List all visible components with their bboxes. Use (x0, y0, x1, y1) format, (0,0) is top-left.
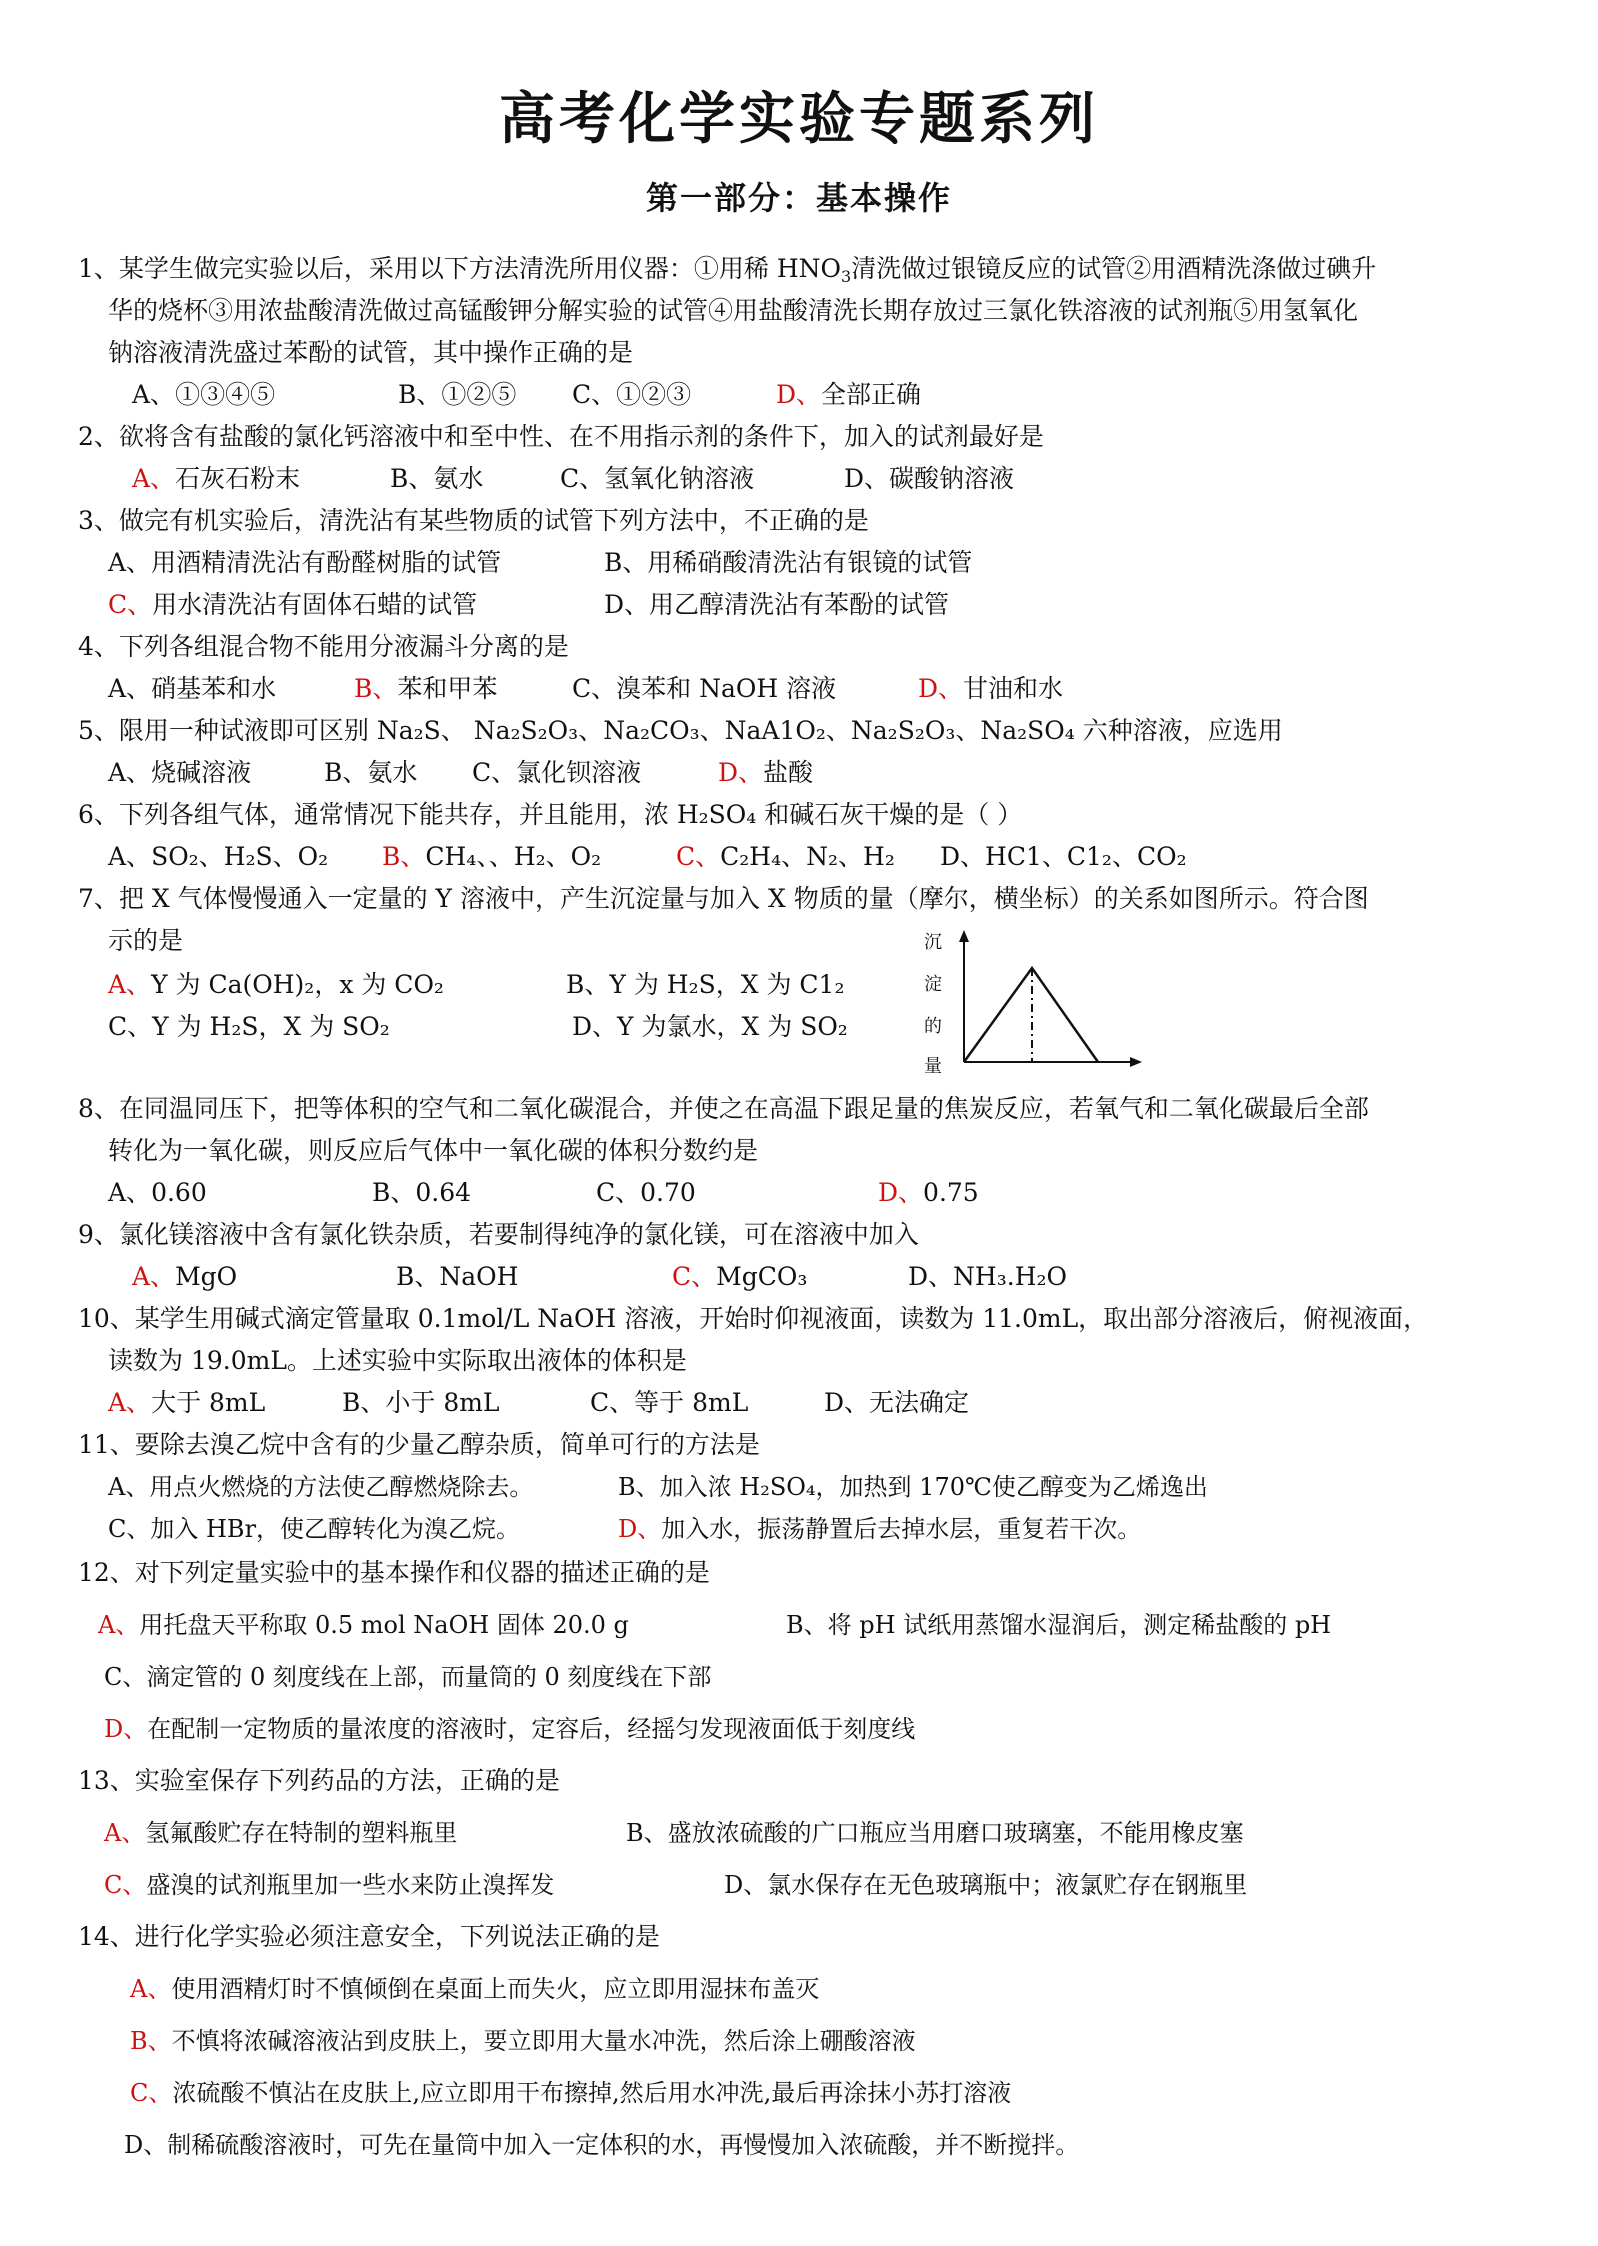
graph-ylabel-char: 的 (924, 1016, 942, 1037)
question-5-line-1: 5、限用一种试液即可区别 Na₂S、 Na₂S₂O₃、Na₂CO₃、NaA1O₂、Na₂S₂O₃、Na₂SO₄ 六种溶液，应选用 (78, 716, 1283, 745)
answer-mark: D、 (878, 1178, 924, 1207)
q9-option-b: B、NaOH (396, 1262, 519, 1291)
answer-mark: A、 (108, 970, 152, 999)
q4-option-c: C、溴苯和 NaOH 溶液 (572, 674, 837, 703)
answer-mark: A、 (132, 1262, 176, 1291)
q13-option-c: C、盛溴的试剂瓶里加一些水来防止溴挥发 (104, 1871, 555, 1899)
answer-mark: B、 (354, 674, 398, 703)
graph-plot (910, 920, 1150, 1070)
q2-option-b: B、氨水 (390, 464, 484, 493)
answer-mark: A、 (108, 1388, 152, 1417)
question-12-line-1: 12、对下列定量实验中的基本操作和仪器的描述正确的是 (78, 1558, 710, 1587)
q3-option-d: D、用乙醇清洗沾有苯酚的试管 (604, 590, 950, 619)
q2-option-a: A、石灰石粉末 (132, 464, 301, 493)
q9-option-c: C、MgCO₃ (672, 1262, 808, 1291)
q3-option-b: B、用稀硝酸清洗沾有银镜的试管 (604, 548, 973, 577)
precipitate-graph (910, 920, 1150, 1077)
q12-option-c: C、滴定管的 0 刻度线在上部，而量筒的 0 刻度线在下部 (104, 1663, 712, 1691)
q14-option-c: C、浓硫酸不慎沾在皮肤上,应立即用干布擦掉,然后用水冲洗,最后再涂抹小苏打溶液 (130, 2079, 1012, 2107)
q5-option-b: B、氨水 (324, 758, 418, 787)
answer-mark: C、 (672, 1262, 717, 1291)
q11-option-b: B、加入浓 H₂SO₄，加热到 170℃使乙醇变为乙烯逸出 (618, 1473, 1208, 1501)
question-2-line-1: 2、欲将含有盐酸的氯化钙溶液中和至中性、在不用指示剂的条件下，加入的试剂最好是 (78, 422, 1044, 451)
q3-option-c: C、用水清洗沾有固体石蜡的试管 (108, 590, 478, 619)
q9-option-a: A、MgO (132, 1262, 238, 1291)
q8-option-b: B、0.64 (372, 1178, 472, 1207)
q7-option-b: B、Y 为 H₂S，X 为 C1₂ (566, 970, 845, 999)
q4-option-b: B、苯和甲苯 (354, 674, 498, 703)
answer-mark: A、 (104, 1819, 146, 1847)
answer-mark: D、 (618, 1515, 662, 1543)
q5-option-c: C、氯化钡溶液 (472, 758, 642, 787)
q14-option-d: D、制稀硫酸溶液时，可先在量筒中加入一定体积的水，再慢慢加入浓硫酸，并不断搅拌。 (124, 2131, 1080, 2159)
question-7-line-1: 7、把 X 气体慢慢通入一定量的 Y 溶液中，产生沉淀量与加入 X 物质的量（摩尔，横坐标）的关系如图所示。符合图 (78, 884, 1369, 913)
q2-option-c: C、氢氧化钠溶液 (560, 464, 755, 493)
question-10-line-2: 读数为 19.0mL。上述实验中实际取出液体的体积是 (108, 1346, 687, 1375)
question-13-line-1: 13、实验室保存下列药品的方法，正确的是 (78, 1766, 560, 1795)
question-7-line-2: 示的是 (108, 926, 184, 955)
graph-ylabel-char: 沉 (924, 932, 942, 953)
q6-option-a: A、SO₂、H₂S、O₂ (108, 842, 329, 871)
q7-option-d: D、Y 为氯水，X 为 SO₂ (572, 1012, 848, 1041)
answer-mark: A、 (130, 1975, 172, 2003)
q12-option-a: A、用托盘天平称取 0.5 mol NaOH 固体 20.0 g (98, 1611, 629, 1639)
q10-option-a: A、大于 8mL (108, 1388, 266, 1417)
question-3-line-1: 3、做完有机实验后，清洗沾有某些物质的试管下列方法中，不正确的是 (78, 506, 869, 535)
question-8-line-2: 转化为一氧化碳，则反应后气体中一氧化碳的体积分数约是 (108, 1136, 759, 1165)
answer-mark: A、 (132, 464, 176, 493)
answer-mark: B、 (382, 842, 426, 871)
answer-mark: D、 (776, 380, 822, 409)
q11-option-d: D、加入水，振荡静置后去掉水层，重复若干次。 (618, 1515, 1142, 1543)
answer-mark: C、 (104, 1871, 147, 1899)
y-axis-arrow (959, 930, 969, 942)
q1-option-c: C、①②③ (572, 380, 692, 409)
q12-option-b: B、将 pH 试纸用蒸馏水湿润后，测定稀盐酸的 pH (786, 1611, 1332, 1639)
section-subtitle: 第一部分：基本操作 (645, 179, 952, 217)
answer-mark: A、 (98, 1611, 140, 1639)
question-4-line-1: 4、下列各组混合物不能用分液漏斗分离的是 (78, 632, 569, 661)
answer-mark: D、 (718, 758, 764, 787)
q6-option-b: B、CH₄、、H₂、O₂ (382, 842, 602, 871)
q11-option-c: C、加入 HBr，使乙醇转化为溴乙烷。 (108, 1515, 521, 1543)
q12-option-d: D、在配制一定物质的量浓度的溶液时，定容后，经摇匀发现液面低于刻度线 (104, 1715, 916, 1743)
question-1-line-2: 华的烧杯③用浓盐酸清洗做过高锰酸钾分解实验的试管④用盐酸清洗长期存放过三氯化铁溶液的试剂瓶⑤用氢氧化 (108, 296, 1359, 325)
graph-ylabel-char: 量 (924, 1056, 942, 1077)
answer-mark: C、 (130, 2079, 173, 2107)
q8-option-a: A、0.60 (108, 1178, 207, 1207)
q13-option-a: A、氢氟酸贮存在特制的塑料瓶里 (104, 1819, 458, 1847)
question-8-line-1: 8、在同温同压下，把等体积的空气和二氧化碳混合，并使之在高温下跟足量的焦炭反应，若氧气和二氧化碳最后全部 (78, 1094, 1369, 1123)
q14-option-b: B、不慎将浓碱溶液沾到皮肤上，要立即用大量水冲洗，然后涂上硼酸溶液 (130, 2027, 916, 2055)
q6-option-d: D、HC1、C1₂、CO₂ (940, 842, 1187, 871)
q5-option-a: A、烧碱溶液 (108, 758, 252, 787)
q1-option-d: D、全部正确 (776, 380, 922, 409)
graph-ylabel-char: 淀 (924, 974, 942, 995)
answer-mark: D、 (104, 1715, 148, 1743)
answer-mark: B、 (130, 2027, 172, 2055)
page-title: 高考化学实验专题系列 (499, 87, 1099, 152)
question-11-line-1: 11、要除去溴乙烷中含有的少量乙醇杂质，简单可行的方法是 (78, 1430, 760, 1459)
answer-mark: C、 (108, 590, 153, 619)
q3-option-a: A、用酒精清洗沾有酚醛树脂的试管 (108, 548, 502, 577)
answer-mark: D、 (918, 674, 964, 703)
q9-option-d: D、NH₃.H₂O (908, 1262, 1068, 1291)
q4-option-a: A、硝基苯和水 (108, 674, 277, 703)
q6-option-c: C、C₂H₄、N₂、H₂ (676, 842, 895, 871)
q13-option-b: B、盛放浓硫酸的广口瓶应当用磨口玻璃塞，不能用橡皮塞 (626, 1819, 1244, 1847)
q1-option-b: B、①②⑤ (398, 380, 517, 409)
x-axis-arrow (1130, 1057, 1142, 1067)
q8-option-c: C、0.70 (596, 1178, 696, 1207)
q5-option-d: D、盐酸 (718, 758, 814, 787)
q4-option-d: D、甘油和水 (918, 674, 1064, 703)
question-6-line-1: 6、下列各组气体，通常情况下能共存，并且能用，浓 H₂SO₄ 和碱石灰干燥的是（ ） (78, 800, 1023, 829)
q2-option-d: D、碳酸钠溶液 (844, 464, 1015, 493)
q13-option-d: D、氯水保存在无色玻璃瓶中；液氯贮存在钢瓶里 (724, 1871, 1248, 1899)
question-1-line-3: 钠溶液清洗盛过苯酚的试管，其中操作正确的是 (108, 338, 634, 367)
q10-option-c: C、等于 8mL (590, 1388, 749, 1417)
q14-option-a: A、使用酒精灯时不慎倾倒在桌面上而失火，应立即用湿抹布盖灭 (130, 1975, 820, 2003)
q7-option-c: C、Y 为 H₂S，X 为 SO₂ (108, 1012, 390, 1041)
answer-mark: C、 (676, 842, 721, 871)
q1-option-a: A、①③④⑤ (132, 380, 276, 409)
q10-option-d: D、无法确定 (824, 1388, 970, 1417)
q11-option-a: A、用点火燃烧的方法使乙醇燃烧除去。 (108, 1473, 534, 1501)
question-10-line-1: 10、某学生用碱式滴定管量取 0.1mol/L NaOH 溶液，开始时仰视液面，读数为 11.0mL，取出部分溶液后，俯视液面， (78, 1304, 1429, 1333)
q10-option-b: B、小于 8mL (342, 1388, 500, 1417)
question-1-line-1: 1、某学生做完实验以后，采用以下方法清洗所用仪器：①用稀 $HNO_3$清洗做过银镜反应的试管②用酒精洗涤做过碘升 (78, 254, 1377, 286)
question-9-line-1: 9、氯化镁溶液中含有氯化铁杂质，若要制得纯净的氯化镁，可在溶液中加入 (78, 1220, 919, 1249)
q7-option-a: A、Y 为 Ca(OH)₂，x 为 CO₂ (108, 970, 444, 999)
q8-option-d: D、0.75 (878, 1178, 979, 1207)
question-14-line-1: 14、进行化学实验必须注意安全，下列说法正确的是 (78, 1922, 660, 1951)
